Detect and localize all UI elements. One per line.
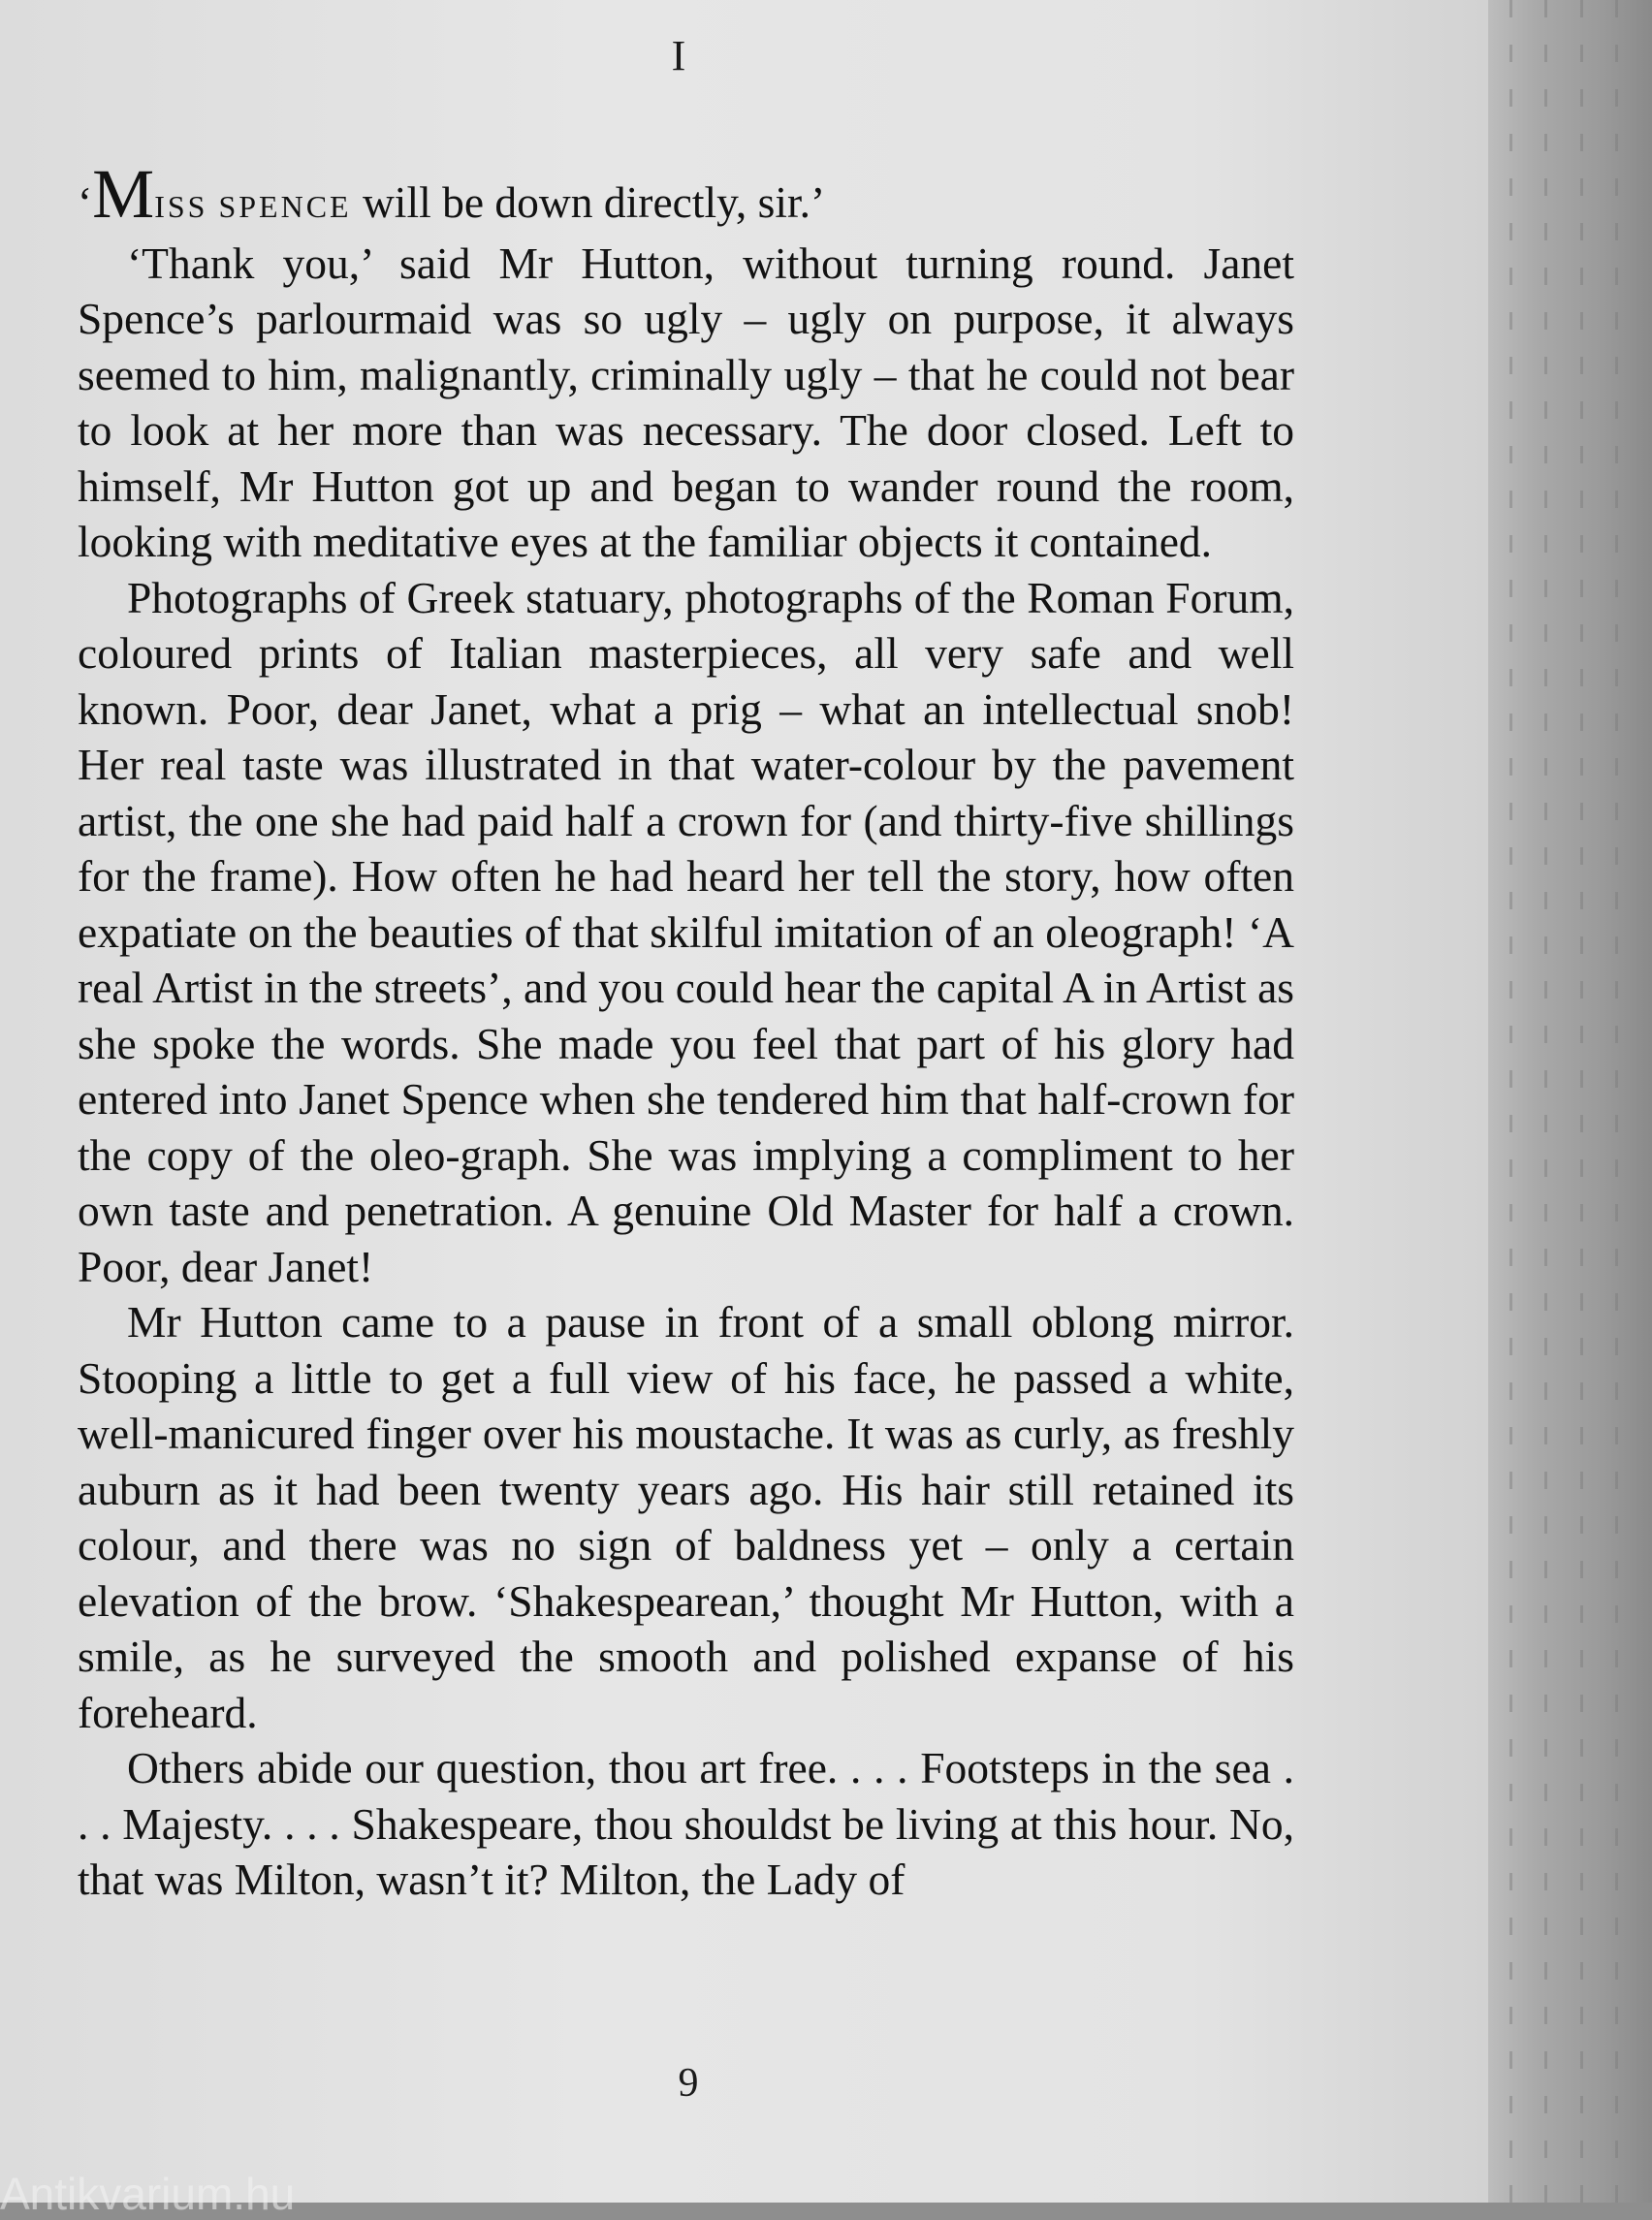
spine-texture	[1509, 0, 1512, 2203]
chapter-heading: I	[671, 32, 686, 79]
spine-texture	[1580, 0, 1583, 2203]
small-caps-name: ISS SPENCE	[154, 189, 352, 224]
watermark: Antikvarium.hu	[0, 2169, 296, 2219]
page-number: 9	[678, 2061, 699, 2106]
spine-texture	[1544, 0, 1547, 2203]
spine-texture	[1615, 0, 1618, 2203]
drop-letter: M	[92, 155, 155, 233]
paragraph: Photographs of Greek statuary, photographs of the Roman Forum, coloured prints of Italian masterpieces, all very safe and well known. Poor, dear Janet, what a prig – what an intellectual snob! Her real taste was illustrated in that water-colour by the pavement artist, the one she had paid half a crown for (and thirty-five shillings for the frame). How often he had heard her tell the story, how often expatiate on the beauties of that skilful imitation of an oleograph! ‘A real Artist in the streets’, and you could hear the capital A in Artist as she spoke the words. She made you feel that part of his glory had entered into Janet Spence when she tendered him that half-crown for the copy of the oleo-graph. She was implying a compliment to her own taste and penetration. A genuine Old Master for half a crown. Poor, dear Janet!	[78, 572, 1294, 1291]
opening-line	[78, 155, 1294, 236]
paragraph: Others abide our question, thou art free. . . . Footsteps in the sea . . . Majesty. . . . Shakespeare, thou shouldst be living at this hour. No, that was Milton, wasn’t it? Milton, the Lady of	[78, 1743, 1294, 1904]
opening-quote: ‘	[78, 177, 93, 227]
body-text	[78, 155, 1294, 1908]
paragraph: Mr Hutton came to a pause in front of a small oblong mirror. Stooping a little to get a full view of his face, he passed a white, well-manicured finger over his moustache. It was as curly, as freshly auburn as it had been twenty years ago. His hair still retained its colour, and there was no sign of baldness yet – only a certain elevation of the brow. ‘Shakespearean,’ thought Mr Hutton, with a smile, as he surveyed the smooth and polished expanse of his foreheard.	[78, 1297, 1294, 1737]
book-spine-shadow	[1488, 0, 1652, 2203]
opening-rest: will be down directly, sir.’	[351, 177, 826, 227]
paragraph: ‘Thank you,’ said Mr Hutton, without turning round. Janet Spence’s parlourmaid was so ugly – ugly on purpose, it always seemed to him, malignantly, criminally ugly – that he could not bear to look at her more than was necessary. The door closed. Left to himself, Mr Hutton got up and began to wander round the room, looking with meditative eyes at the familiar objects it contained.	[78, 238, 1294, 566]
